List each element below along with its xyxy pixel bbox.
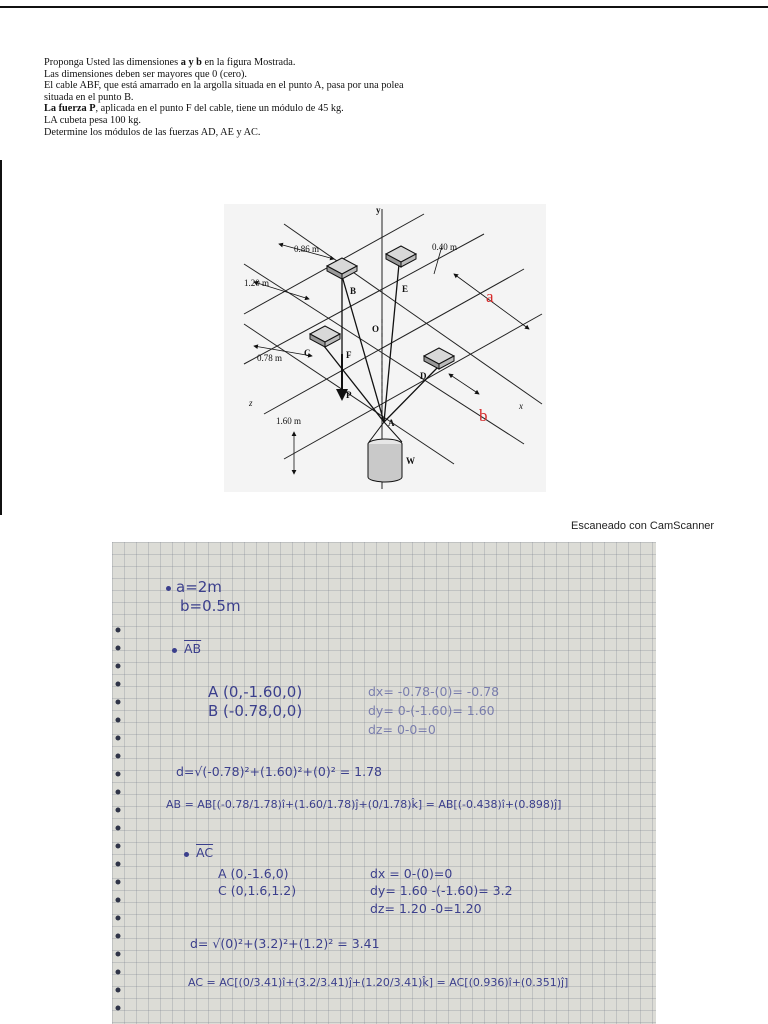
dim-078-label: 0.78 m	[257, 353, 283, 363]
ac-heading: $\overline{AC}$	[196, 845, 214, 860]
point-b-label: B	[350, 286, 357, 296]
ac-unit-vector: AC = AC[(0/3.41)î+(3.2/3.41)ĵ+(1.20/3.41)k̂] = AC[(0.936)î+(0.351)ĵ]	[188, 976, 569, 989]
ab-distance: d=√(-0.78)²+(1.60)²+(0)² = 1.78	[176, 764, 382, 779]
point-f-label: F	[346, 350, 352, 360]
problem-line-5: La fuerza P, aplicada en el punto F del cable, tiene un módulo de 45 kg.	[44, 103, 344, 115]
ab-dx: dx= -0.78-(0)= -0.78	[368, 684, 500, 699]
dimension-b-label: b	[479, 406, 488, 425]
dim-086-label: 0.86 m	[294, 244, 320, 254]
figure-drawing	[224, 204, 546, 492]
a-value: a=2m	[176, 578, 222, 596]
ab-unit-vector: AB = AB[(-0.78/1.78)î+(1.60/1.78)ĵ+(0/1.78)k̂] = AB[(-0.438)î+(0.898)ĵ]	[166, 798, 562, 811]
point-o-label: O	[372, 324, 380, 334]
dim-120-label: 1.20 m	[244, 278, 270, 288]
ac-dx: dx = 0-(0)=0	[370, 866, 453, 881]
spiral-binding	[112, 542, 126, 1024]
dim-160-label: 1.60 m	[276, 416, 302, 426]
ab-point-b: B (-0.78,0,0)	[208, 702, 303, 720]
axis-y-label: y	[376, 205, 381, 215]
bullet-dot	[184, 852, 189, 857]
point-d-label: D	[420, 371, 427, 381]
problem-line-2: Las dimensiones deben ser mayores que 0 (cero).	[44, 68, 248, 80]
b-value: b=0.5m	[180, 597, 241, 615]
axis-z-label: z	[249, 398, 253, 408]
problem-line-1: Proponga Usted las dimensiones a y b en la figura Mostrada.	[44, 57, 296, 68]
dimension-a-label: a	[486, 287, 494, 306]
bullet-dot	[166, 586, 171, 591]
ac-point-a: A (0,-1.6,0)	[218, 866, 289, 881]
left-scan-edge	[0, 160, 2, 515]
top-border-line	[0, 6, 768, 8]
point-c-label: C	[304, 348, 311, 358]
problem-line-3: El cable ABF, que está amarrado en la argolla situada en el punto A, pasa por una polea	[44, 80, 404, 92]
ac-dy: dy= 1.60 -(-1.60)= 3.2	[370, 883, 513, 898]
handwritten-notes	[112, 542, 656, 1024]
axis-x-label: x	[519, 401, 523, 411]
point-p-label: P	[346, 390, 352, 400]
ac-point-c: C (0,1.6,1.2)	[218, 883, 297, 898]
problem-statement	[44, 57, 514, 138]
ac-dz: dz= 1.20 -0=1.20	[370, 901, 482, 916]
point-e-label: E	[402, 284, 409, 294]
camscanner-watermark: Escaneado con CamScanner	[571, 520, 715, 532]
problem-line-4: situada en el punto B.	[44, 91, 134, 103]
point-w-label: W	[406, 456, 415, 466]
point-a-label: A	[388, 418, 395, 428]
statics-figure	[224, 204, 546, 492]
ab-point-a: A (0,-1.60,0)	[208, 683, 303, 701]
dim-040-label: 0.40 m	[432, 242, 458, 252]
ab-dy: dy= 0-(-1.60)= 1.60	[368, 703, 495, 718]
ab-heading: $\overline{AB}$	[184, 641, 202, 656]
ac-distance: d= √(0)²+(3.2)²+(1.2)² = 3.41	[190, 936, 380, 951]
problem-line-7: Determine los módulos de las fuerzas AD, AE y AC.	[44, 126, 261, 138]
ab-dz: dz= 0-0=0	[368, 722, 436, 737]
problem-line-6: LA cubeta pesa 100 kg.	[44, 114, 141, 126]
bullet-dot	[172, 648, 177, 653]
